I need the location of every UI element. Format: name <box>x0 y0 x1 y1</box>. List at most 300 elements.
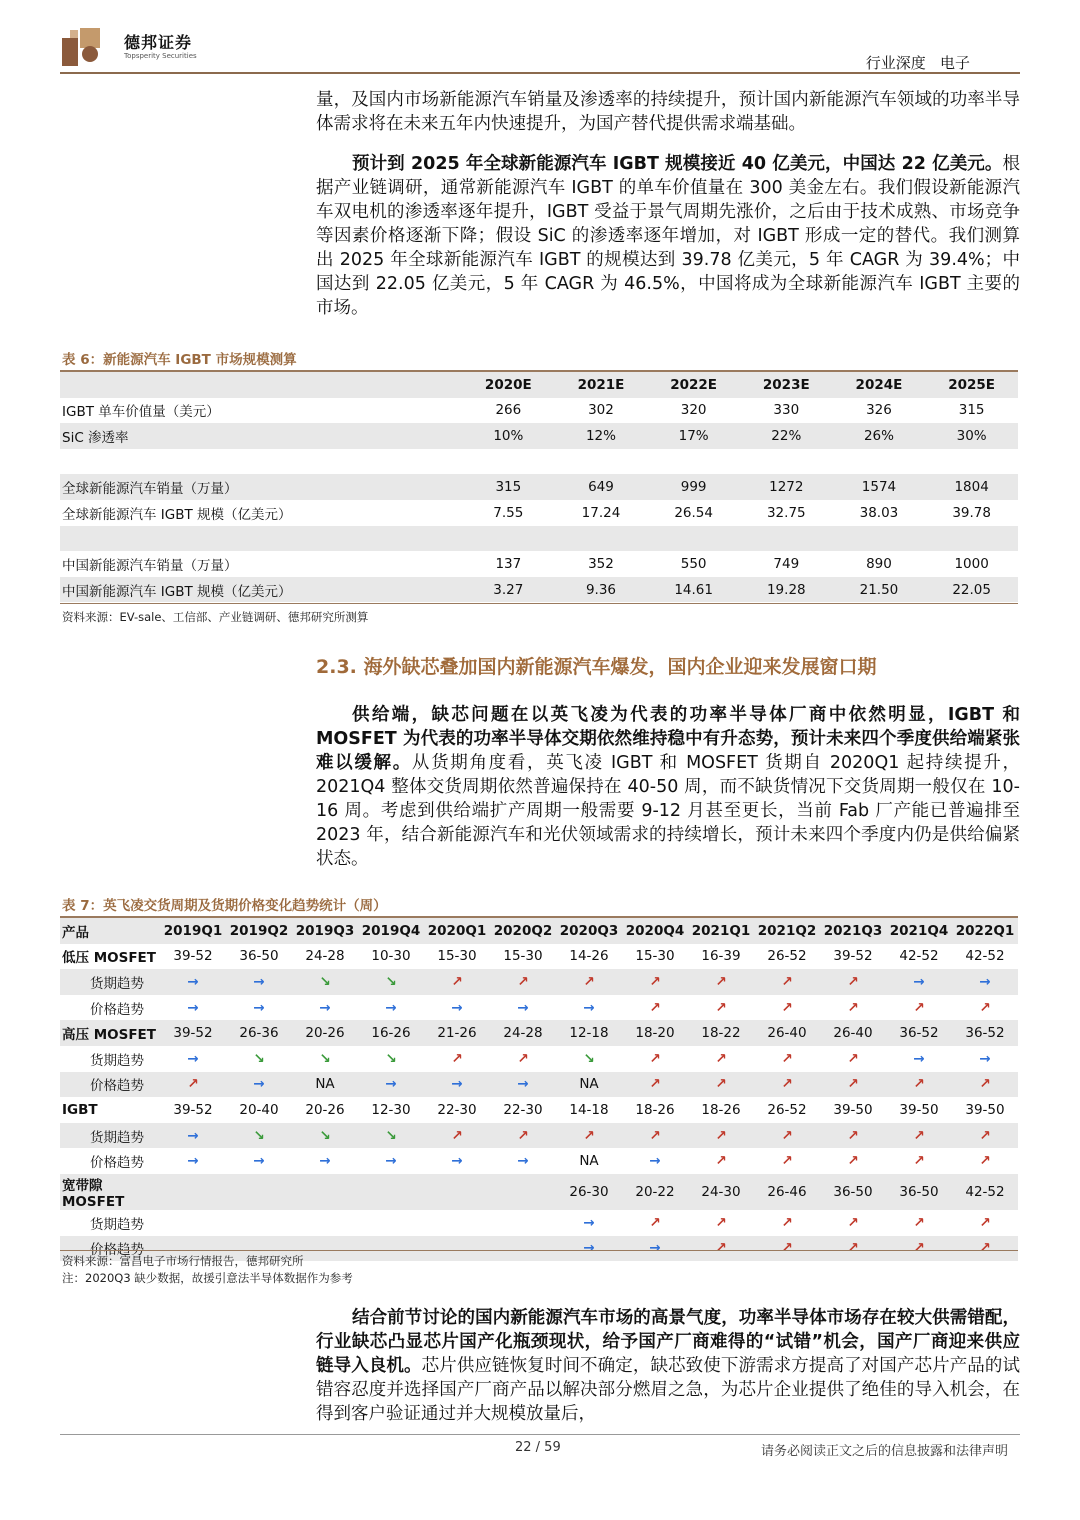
table-cell: 649 <box>555 474 648 500</box>
trend-arrow <box>358 1148 424 1174</box>
trend-arrow <box>754 1148 820 1174</box>
cell-value: 16-26 <box>371 1025 411 1042</box>
trend-arrow-glyph: ↗ <box>979 1127 991 1144</box>
table-cell: 7.55 <box>493 504 524 521</box>
column-header: 2021E <box>555 372 648 398</box>
row-label: IGBT <box>62 1101 98 1118</box>
trend-arrow-glyph: → <box>451 999 463 1016</box>
table-cell <box>754 1097 820 1123</box>
cell-value: 36-52 <box>965 1025 1005 1042</box>
table-cell <box>292 944 358 970</box>
trend-arrow-glyph: → <box>253 973 265 990</box>
trend-arrow-glyph: → <box>253 1153 265 1170</box>
table-cell <box>424 1097 490 1123</box>
table-cell <box>292 1174 358 1210</box>
trend-arrow-glyph: ↗ <box>847 973 859 990</box>
trend-row <box>60 1072 1018 1098</box>
report-category: 行业深度 电子 <box>865 54 970 72</box>
trend-arrow-glyph: → <box>583 1240 595 1257</box>
trend-arrow <box>952 969 1018 995</box>
column-header: 2019Q3 <box>292 918 358 944</box>
table-cell <box>424 1236 490 1262</box>
table-cell <box>490 1236 556 1262</box>
trend-arrow-glyph: → <box>649 1153 661 1170</box>
cell-value: 14-26 <box>569 948 609 965</box>
trend-row <box>60 995 1018 1021</box>
column-header: 2021Q3 <box>820 918 886 944</box>
table-cell: 330 <box>773 402 800 419</box>
cell-value: 12-30 <box>371 1101 411 1118</box>
table-cell <box>358 1210 424 1236</box>
cell-value: NA <box>315 1076 335 1093</box>
trend-arrow-glyph: ↘ <box>385 973 397 990</box>
table-cell <box>556 1148 622 1174</box>
trend-arrow <box>886 969 952 995</box>
cell-value: 18-22 <box>701 1025 741 1042</box>
table-cell <box>556 1174 622 1210</box>
cell-value: 36-50 <box>833 1183 873 1200</box>
trend-arrow <box>490 1046 556 1072</box>
table-cell: 890 <box>866 555 892 572</box>
table-cell <box>490 1020 556 1046</box>
table-header-row <box>60 918 1018 944</box>
trend-arrow-glyph: → <box>253 999 265 1016</box>
row-label: 高压 MOSFET <box>60 1020 160 1046</box>
trend-arrow <box>952 1236 1018 1262</box>
table-cell: 266 <box>495 402 522 419</box>
trend-arrow-glyph: ↗ <box>715 1127 727 1144</box>
trend-arrow <box>886 1210 952 1236</box>
table-cell: 38.03 <box>859 504 899 521</box>
table-cell <box>358 1236 424 1262</box>
trend-arrow-glyph: → <box>253 1076 265 1093</box>
table-cell <box>292 1097 358 1123</box>
row-label: 全球新能源汽车 IGBT 规模（亿美元） <box>62 506 292 523</box>
trend-arrow-glyph: ↗ <box>649 1214 661 1231</box>
trend-arrow <box>226 1046 292 1072</box>
cell-value: 26-30 <box>569 1183 609 1200</box>
column-header: 2020Q1 <box>424 918 490 944</box>
cell-value: 24-30 <box>701 1183 741 1200</box>
column-header: 2019Q4 <box>358 918 424 944</box>
column-header: 2022E <box>647 372 740 398</box>
trend-arrow <box>226 969 292 995</box>
cell-value: 42-52 <box>899 948 939 965</box>
column-header <box>60 372 462 398</box>
table-6-title: 表 6：新能源汽车 IGBT 市场规模测算 <box>62 352 297 368</box>
trend-arrow-glyph: ↗ <box>847 1153 859 1170</box>
trend-arrow <box>490 1148 556 1174</box>
cell-value: 24-28 <box>503 1025 543 1042</box>
row-label: 价格趋势 <box>90 1001 144 1018</box>
table-row <box>60 551 1018 577</box>
brand-english-name: Topsperity Securities <box>124 52 197 60</box>
table-cell <box>358 1020 424 1046</box>
trend-arrow-glyph: ↗ <box>979 1153 991 1170</box>
trend-row <box>60 1123 1018 1149</box>
table-cell: 999 <box>647 474 740 500</box>
cell-value: 39-52 <box>173 1025 213 1042</box>
table-cell <box>358 944 424 970</box>
trend-arrow-glyph: ↗ <box>781 1214 793 1231</box>
cell-value: 26-36 <box>239 1025 279 1042</box>
trend-arrow-glyph: ↗ <box>583 1127 595 1144</box>
trend-arrow <box>820 969 886 995</box>
trend-arrow <box>292 1046 358 1072</box>
table-cell <box>952 1174 1018 1210</box>
table-7-note: 注：2020Q3 缺少数据，故援引意法半导体数据作为参考 <box>62 1271 353 1285</box>
trend-arrow-glyph: ↘ <box>385 1127 397 1144</box>
trend-arrow <box>622 1072 688 1098</box>
trend-arrow <box>490 1123 556 1149</box>
paragraph-4-lead: 结合前节讨论的国内新能源汽车市场的高景气度，功率半导体市场存在较大供需错配，行业缺芯凸显芯片国产化瓶颈现状，给予国产厂商难得的“试错”机会，国产厂商迎来供应链导入良机。 <box>316 1308 1020 1376</box>
cell-value: 15-30 <box>503 948 543 965</box>
row-label <box>60 449 462 475</box>
trend-arrow-glyph: ↗ <box>715 1214 727 1231</box>
trend-arrow-glyph: → <box>187 1127 199 1144</box>
trend-arrow <box>688 1210 754 1236</box>
header-divider <box>60 72 1020 74</box>
column-header: 2022Q1 <box>952 918 1018 944</box>
trend-arrow <box>226 1148 292 1174</box>
footer-divider <box>60 1434 1020 1435</box>
table-6-source: 资料来源：EV-sale、工信部、产业链调研、德邦研究所测算 <box>62 610 369 624</box>
trend-arrow-glyph: → <box>187 999 199 1016</box>
column-header: 产品 <box>60 918 160 944</box>
table-cell <box>490 1097 556 1123</box>
trend-arrow-glyph: ↗ <box>517 1127 529 1144</box>
trend-arrow-glyph: → <box>319 1153 331 1170</box>
trend-arrow <box>754 1210 820 1236</box>
table-header-row <box>60 372 1018 398</box>
table-cell: 1272 <box>740 474 833 500</box>
table-cell <box>292 1020 358 1046</box>
trend-arrow <box>160 995 226 1021</box>
trend-arrow-glyph: ↗ <box>847 1050 859 1067</box>
paragraph-3 <box>316 703 1020 871</box>
product-row <box>60 1174 1018 1210</box>
table-row <box>60 398 1018 424</box>
cell-value: 22-30 <box>437 1101 477 1118</box>
table-cell <box>424 1174 490 1210</box>
trend-arrow <box>556 1236 622 1262</box>
table-cell: 14.61 <box>647 577 740 603</box>
cell-value: 10-30 <box>371 948 411 965</box>
column-header: 2021Q2 <box>754 918 820 944</box>
table-cell <box>622 1020 688 1046</box>
trend-arrow <box>424 1123 490 1149</box>
cell-value: 18-26 <box>635 1101 675 1118</box>
row-label: IGBT 单车价值量（美元） <box>62 404 220 421</box>
trend-arrow <box>358 995 424 1021</box>
column-header: 2024E <box>833 372 926 398</box>
trend-arrow <box>490 969 556 995</box>
table-cell <box>886 1097 952 1123</box>
cell-value: 42-52 <box>965 948 1005 965</box>
trend-arrow-glyph: → <box>979 973 991 990</box>
brand-name: 德邦证券 <box>124 33 193 52</box>
table-cell <box>462 526 555 552</box>
table-cell: 137 <box>495 555 522 572</box>
trend-arrow-glyph: ↗ <box>781 1127 793 1144</box>
table-cell <box>820 1174 886 1210</box>
table-cell <box>160 1210 226 1236</box>
table-cell <box>556 1072 622 1098</box>
table-cell: 302 <box>588 402 614 419</box>
trend-arrow <box>886 1148 952 1174</box>
trend-arrow <box>820 1072 886 1098</box>
trend-arrow-glyph: ↗ <box>715 1240 727 1257</box>
trend-arrow-glyph: → <box>187 1050 199 1067</box>
trend-arrow-glyph: ↘ <box>583 1050 595 1067</box>
paragraph-2-text: 根据产业链调研，通常新能源汽车 IGBT 的单车价值量在 300 美金左右。我们假设新能源汽车双电机的渗透率逐年提升，IGBT 受益于景气周期先涨价，之后由于技术成熟、市场竞争等因素价格逐渐下降；假设 SiC 的渗透率逐年增加，对 IGBT 形成一定的替代。我们测算出 2025 年全球新能源汽车 IGBT 的规模达到 39.78 亿美元，5 年 CAGR 为 39.4%；中国达到 22.05 亿美元，5 年 CAGR 为 46.5%，中国将成为全球新能源汽车 IGBT 主要的市场。 <box>316 154 1020 318</box>
table-cell: 26.54 <box>674 504 713 521</box>
trend-arrow-glyph: → <box>517 1076 529 1093</box>
table-cell: 3.27 <box>462 577 555 603</box>
row-label: 货期趋势 <box>90 1052 144 1069</box>
trend-arrow <box>952 1148 1018 1174</box>
product-row <box>60 1020 1018 1046</box>
trend-arrow-glyph: ↗ <box>979 1076 991 1093</box>
trend-arrow <box>424 1046 490 1072</box>
column-header: 2020Q3 <box>556 918 622 944</box>
cell-value: 36-50 <box>899 1183 939 1200</box>
trend-arrow-glyph: ↗ <box>649 1076 661 1093</box>
trend-arrow <box>754 1236 820 1262</box>
trend-arrow <box>622 1236 688 1262</box>
table-cell <box>740 526 833 552</box>
trend-arrow-glyph: ↗ <box>649 1050 661 1067</box>
trend-arrow-glyph: ↗ <box>715 999 727 1016</box>
table-cell: 1804 <box>925 474 1018 500</box>
trend-arrow-glyph: ↗ <box>847 1214 859 1231</box>
row-label: 低压 MOSFET <box>62 950 156 967</box>
table-cell <box>622 1097 688 1123</box>
trend-arrow <box>688 995 754 1021</box>
table-cell <box>556 944 622 970</box>
trend-arrow-glyph: → <box>517 1153 529 1170</box>
table-cell: 39.78 <box>952 504 991 521</box>
row-label: 中国新能源汽车 IGBT 规模（亿美元） <box>60 577 462 603</box>
cell-value: 20-26 <box>305 1025 345 1042</box>
column-header: 2021Q1 <box>688 918 754 944</box>
trend-arrow-glyph: → <box>913 1050 925 1067</box>
trend-arrow-glyph: ↗ <box>517 973 529 990</box>
table-6-bottom-rule <box>60 603 1018 604</box>
table-7-bottom-rule <box>60 1250 1018 1251</box>
cell-value: 15-30 <box>635 948 675 965</box>
table-cell <box>820 944 886 970</box>
table-cell: 315 <box>462 474 555 500</box>
trend-arrow <box>292 969 358 995</box>
cell-value: 14-18 <box>569 1101 609 1118</box>
paragraph-3-lead: 供给端，缺芯问题在以英飞凌为代表的功率半导体厂商中依然明显，IGBT 和 MOSFET 为代表的功率半导体交期依然维持稳中有升态势，预计未来四个季度供给端紧张难以缓解。 <box>316 705 1020 773</box>
row-label: 价格趋势 <box>90 1155 144 1172</box>
paragraph-1 <box>316 88 1020 136</box>
trend-arrow <box>556 1123 622 1149</box>
trend-arrow <box>556 995 622 1021</box>
table-cell <box>886 1174 952 1210</box>
trend-arrow-glyph: ↗ <box>847 999 859 1016</box>
cell-value: 42-52 <box>965 1183 1005 1200</box>
trend-arrow-glyph: ↗ <box>715 973 727 990</box>
table-7-title: 表 7：英飞凌交货周期及货期价格变化趋势统计（周） <box>62 898 387 914</box>
trend-arrow-glyph: ↗ <box>979 1240 991 1257</box>
row-label: SiC 渗透率 <box>60 423 462 449</box>
trend-row <box>60 1046 1018 1072</box>
table-cell <box>424 1020 490 1046</box>
table-cell: 9.36 <box>555 577 648 603</box>
section-heading: 2.3. 海外缺芯叠加国内新能源汽车爆发，国内企业迎来发展窗口期 <box>316 656 877 678</box>
trend-arrow <box>622 1210 688 1236</box>
trend-arrow <box>160 1123 226 1149</box>
trend-arrow <box>820 1046 886 1072</box>
trend-arrow <box>424 1148 490 1174</box>
trend-arrow-glyph: → <box>979 1050 991 1067</box>
row-label: 价格趋势 <box>60 1236 160 1262</box>
trend-arrow <box>820 995 886 1021</box>
trend-arrow <box>160 1148 226 1174</box>
table-cell <box>688 1020 754 1046</box>
table-cell <box>556 1097 622 1123</box>
table-row <box>60 423 1018 449</box>
row-label: 价格趋势 <box>60 1072 160 1098</box>
trend-arrow-glyph: ↗ <box>451 973 463 990</box>
trend-arrow-glyph: ↗ <box>517 1050 529 1067</box>
table-cell <box>226 1174 292 1210</box>
trend-arrow <box>688 969 754 995</box>
table-cell <box>160 944 226 970</box>
trend-arrow <box>886 1123 952 1149</box>
trend-arrow-glyph: ↗ <box>847 1240 859 1257</box>
trend-arrow-glyph: ↘ <box>319 1050 331 1067</box>
trend-arrow <box>688 1123 754 1149</box>
trend-arrow <box>622 995 688 1021</box>
trend-arrow-glyph: ↗ <box>649 999 661 1016</box>
table-cell: 326 <box>866 402 892 419</box>
cell-value: 26-52 <box>767 948 807 965</box>
trend-arrow <box>952 1123 1018 1149</box>
trend-arrow-glyph: → <box>319 999 331 1016</box>
trend-arrow-glyph: → <box>583 1214 595 1231</box>
trend-arrow-glyph: ↘ <box>253 1050 265 1067</box>
trend-arrow <box>754 1046 820 1072</box>
trend-arrow-glyph: → <box>385 999 397 1016</box>
column-header: 2025E <box>925 372 1018 398</box>
table-cell <box>622 944 688 970</box>
paragraph-2 <box>316 152 1020 320</box>
cell-value: 26-40 <box>767 1025 807 1042</box>
table-cell <box>952 944 1018 970</box>
row-label: 中国新能源汽车销量（万量） <box>62 557 238 574</box>
trend-arrow <box>886 1072 952 1098</box>
trend-arrow-glyph: ↗ <box>913 1214 925 1231</box>
trend-arrow-glyph: → <box>187 1153 199 1170</box>
table-cell <box>292 1072 358 1098</box>
table-cell: 17.24 <box>581 504 621 521</box>
table-cell <box>424 1210 490 1236</box>
table-cell <box>886 1020 952 1046</box>
trend-arrow <box>424 1072 490 1098</box>
table-cell <box>226 1020 292 1046</box>
trend-arrow <box>226 1123 292 1149</box>
paragraph-2-lead: 预计到 2025 年全球新能源汽车 IGBT 规模接近 40 亿美元，中国达 22 亿美元。 <box>352 154 1003 174</box>
table-row <box>60 526 1018 552</box>
trend-arrow-glyph: ↗ <box>451 1127 463 1144</box>
table-cell <box>424 944 490 970</box>
table-7-source: 资料来源：富昌电子市场行情报告，德邦研究所 <box>62 1254 304 1268</box>
trend-arrow-glyph: → <box>913 973 925 990</box>
trend-arrow-glyph: ↗ <box>781 1240 793 1257</box>
trend-arrow <box>622 1046 688 1072</box>
product-row <box>60 944 1018 970</box>
table-cell <box>358 1174 424 1210</box>
column-header: 2023E <box>740 372 833 398</box>
row-label <box>60 526 462 552</box>
trend-arrow-glyph: → <box>451 1076 463 1093</box>
table-cell <box>820 1097 886 1123</box>
table-cell <box>833 526 926 552</box>
column-header: 2019Q1 <box>160 918 226 944</box>
cell-value: 12-18 <box>569 1025 609 1042</box>
trend-arrow-glyph: ↗ <box>451 1050 463 1067</box>
disclaimer-note: 请务必阅读正文之后的信息披露和法律声明 <box>760 1444 1008 1459</box>
paragraph-4 <box>316 1306 1020 1426</box>
table-cell <box>754 1174 820 1210</box>
table-cell: 315 <box>958 402 985 419</box>
table-cell <box>490 944 556 970</box>
table-cell <box>160 1097 226 1123</box>
table-cell <box>622 1174 688 1210</box>
table-cell <box>688 944 754 970</box>
trend-arrow <box>424 995 490 1021</box>
trend-arrow <box>886 1046 952 1072</box>
table-cell <box>740 449 833 475</box>
cell-value: 39-50 <box>965 1101 1005 1118</box>
trend-arrow <box>952 995 1018 1021</box>
cell-value: NA <box>579 1076 599 1093</box>
cell-value: 21-26 <box>437 1025 477 1042</box>
table-cell: 1000 <box>954 555 989 572</box>
table-cell <box>754 1020 820 1046</box>
trend-arrow-glyph: ↘ <box>319 1127 331 1144</box>
table-cell: 749 <box>773 555 800 572</box>
cell-value: 26-40 <box>833 1025 873 1042</box>
cell-value: 15-30 <box>437 948 477 965</box>
trend-arrow <box>952 1072 1018 1098</box>
trend-arrow-glyph: ↗ <box>847 1127 859 1144</box>
trend-arrow-glyph: ↗ <box>715 1153 727 1170</box>
trend-arrow <box>490 1072 556 1098</box>
trend-arrow <box>358 1046 424 1072</box>
table-cell: 352 <box>588 555 614 572</box>
trend-arrow-glyph: ↗ <box>187 1076 199 1093</box>
row-label: 货期趋势 <box>90 1216 144 1233</box>
table-cell: 12% <box>555 423 648 449</box>
table-cell <box>160 1174 226 1210</box>
table-cell: 30% <box>925 423 1018 449</box>
page-number: 22 / 59 <box>515 1440 561 1455</box>
table-row <box>60 500 1018 526</box>
trend-arrow <box>556 1046 622 1072</box>
table-cell <box>886 944 952 970</box>
table-6 <box>60 372 1018 602</box>
trend-arrow-glyph: → <box>385 1076 397 1093</box>
column-header: 2020Q4 <box>622 918 688 944</box>
trend-row <box>60 1210 1018 1236</box>
table-cell: 550 <box>680 555 707 572</box>
trend-row <box>60 969 1018 995</box>
